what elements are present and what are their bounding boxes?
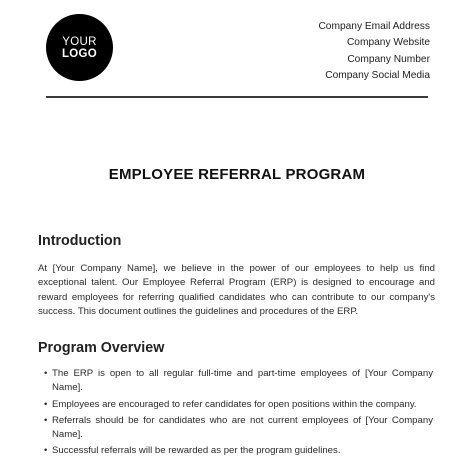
introduction-paragraph: At [Your Company Name], we believe in the power of our employees to help us find exceptional talent. Our Employee Referral Program (ERP) is designed to encourage and reward employees for referring qualified candidates who can contribute to our company's success. This document outlines the guidelines and procedures of the ERP. (38, 263, 435, 317)
introduction-heading: Introduction (38, 233, 122, 249)
program-overview-list (44, 367, 433, 461)
document-title: EMPLOYEE REFERRAL PROGRAM (108, 166, 366, 183)
logo-text-line-2: LOGO (61, 47, 98, 60)
program-overview-heading: Program Overview (38, 340, 165, 356)
list-item: • Referrals should be for candidates who are not current employees of [Your Company Name]. (44, 414, 433, 443)
company-website: Company Website (346, 37, 430, 49)
company-number: Company Number (347, 53, 430, 65)
company-contact-block (318, 19, 430, 84)
list-item: • The ERP is open to all regular full-time and part-time employees of [Your Company Name]. (44, 367, 433, 396)
list-item: • Successful referrals will be rewarded as per the program guidelines. (44, 444, 433, 458)
company-email: Company Email Address (318, 21, 430, 32)
company-logo (46, 14, 113, 81)
header-divider (46, 96, 428, 98)
logo-text-line-1: YOUR (62, 35, 97, 48)
company-social-media: Company Social Media (325, 69, 430, 81)
list-item: • Employees are encouraged to refer candidates for open positions within the company. (44, 398, 433, 412)
